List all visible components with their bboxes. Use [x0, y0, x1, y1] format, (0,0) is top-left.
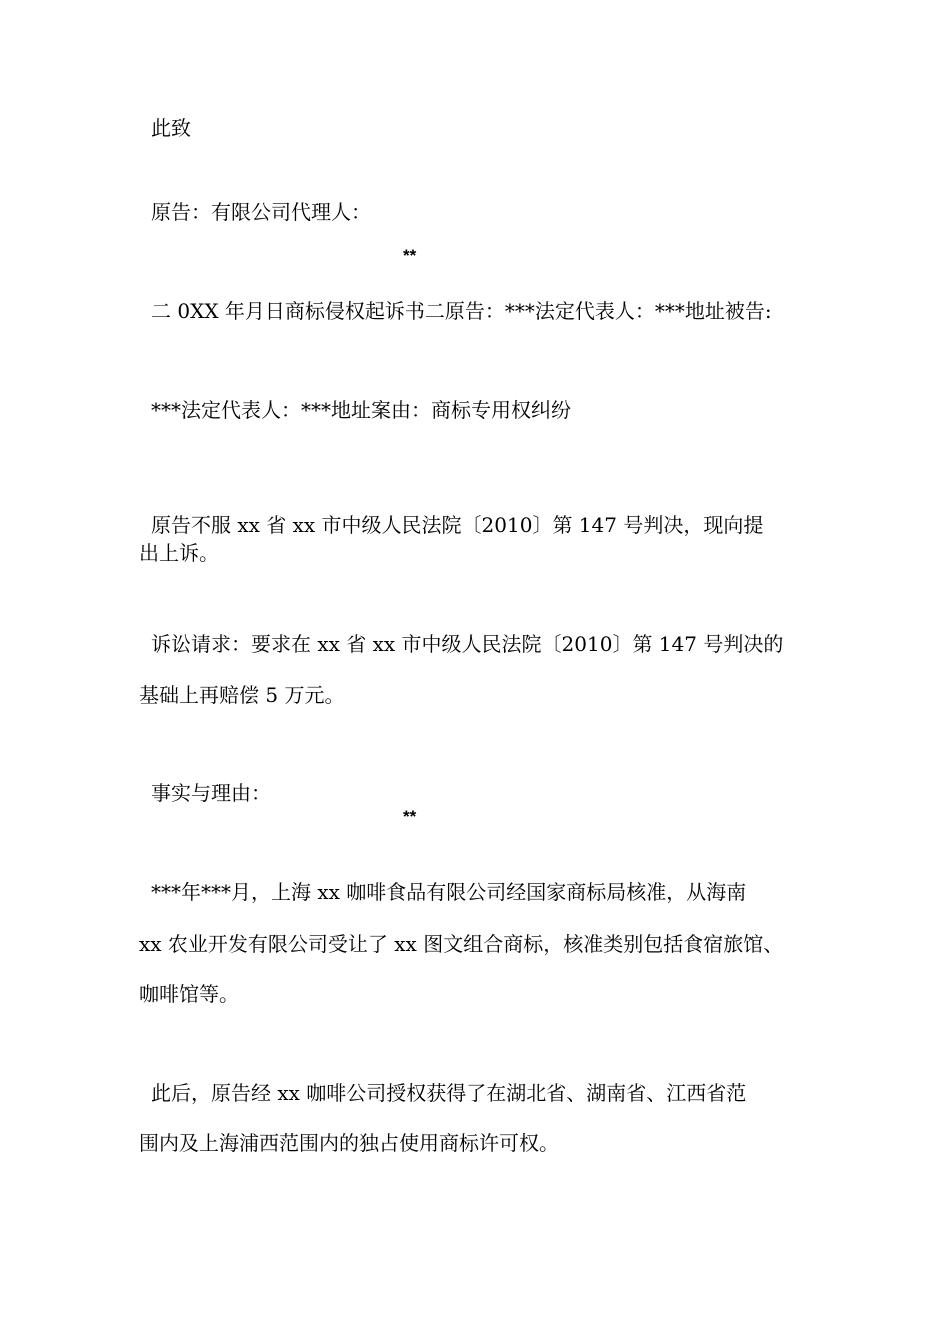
facts-paragraph-line: 围内及上海浦西范围内的独占使用商标许可权。	[139, 1131, 559, 1155]
claim-paragraph-line: 诉讼请求：要求在 xx 省 xx 市中级人民法院〔2010〕第 147 号判决的	[151, 632, 784, 656]
facts-paragraph-line: 此后，原告经 xx 咖啡公司授权获得了在湖北省、湖南省、江西省范	[151, 1081, 747, 1105]
plaintiff-agent-line: 原告：有限公司代理人：	[151, 200, 371, 224]
page-mark: **	[403, 807, 417, 826]
claim-paragraph-line: 基础上再赔偿 5 万元。	[139, 683, 345, 707]
facts-paragraph-line: ***年***月，上海 xx 咖啡食品有限公司经国家商标局核准，从海南	[151, 880, 747, 904]
page-mark: **	[403, 246, 417, 265]
closing-text: 此致	[151, 116, 191, 140]
defendant-line: ***法定代表人：***地址案由：商标专用权纠纷	[151, 398, 571, 422]
appeal-paragraph-line: 出上诉。	[139, 541, 219, 565]
facts-heading: 事实与理由：	[151, 781, 271, 805]
facts-paragraph-line: xx 农业开发有限公司受让了 xx 图文组合商标，核准类别包括食宿旅馆、	[139, 932, 784, 956]
appeal-paragraph-line: 原告不服 xx 省 xx 市中级人民法院〔2010〕第 147 号判决，现向提	[151, 513, 764, 537]
document-heading-line: 二 0XX 年月日商标侵权起诉书二原告：***法定代表人：***地址被告:	[151, 299, 772, 323]
facts-paragraph-line: 咖啡馆等。	[139, 982, 239, 1006]
